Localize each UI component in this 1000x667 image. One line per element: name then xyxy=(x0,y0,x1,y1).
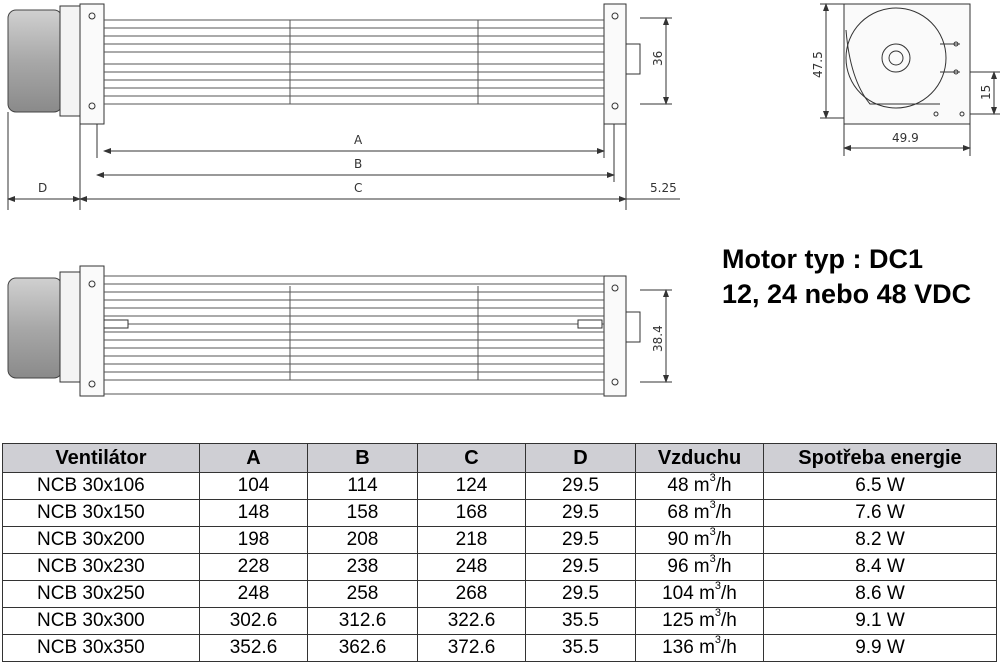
end-housing xyxy=(844,4,970,124)
cell-c: 124 xyxy=(418,473,526,500)
side-right-bracket xyxy=(604,276,626,396)
cell-model: NCB 30x150 xyxy=(3,500,200,527)
col-header-power: Spotřeba energie xyxy=(764,444,997,473)
cell-b: 312.6 xyxy=(308,608,418,635)
cell-b: 114 xyxy=(308,473,418,500)
dim-a: A xyxy=(354,133,363,147)
dim-end-width: 49.9 xyxy=(892,131,919,145)
col-header-c: C xyxy=(418,444,526,473)
cell-model: NCB 30x200 xyxy=(3,527,200,554)
cell-power: 8.4 W xyxy=(764,554,997,581)
dim-b: B xyxy=(354,157,363,171)
side-left-bracket xyxy=(80,266,104,396)
cell-a: 352.6 xyxy=(200,635,308,662)
cell-c: 168 xyxy=(418,500,526,527)
front-view xyxy=(8,4,680,210)
dim-height-side: 38.4 xyxy=(651,325,665,352)
cell-b: 258 xyxy=(308,581,418,608)
col-header-airflow: Vzduchu xyxy=(636,444,764,473)
cell-a: 148 xyxy=(200,500,308,527)
specs-table xyxy=(2,443,997,662)
cell-model: NCB 30x106 xyxy=(3,473,200,500)
dim-end-offset: 15 xyxy=(979,84,993,100)
motor-info xyxy=(722,242,971,312)
table-row xyxy=(3,473,997,500)
cell-c: 372.6 xyxy=(418,635,526,662)
cell-airflow: 104 $m^3/h$ xyxy=(636,581,764,608)
cell-airflow: 48 $m^3/h$ xyxy=(636,473,764,500)
cell-b: 238 xyxy=(308,554,418,581)
dim-d: D xyxy=(38,181,48,195)
cell-airflow: 68 $m^3/h$ xyxy=(636,500,764,527)
table-row xyxy=(3,554,997,581)
right-bracket xyxy=(604,4,626,124)
cell-a: 228 xyxy=(200,554,308,581)
cell-model: NCB 30x250 xyxy=(3,581,200,608)
cell-model: NCB 30x230 xyxy=(3,554,200,581)
cell-d: 29.5 xyxy=(526,473,636,500)
cell-a: 302.6 xyxy=(200,608,308,635)
side-motor-body xyxy=(8,278,62,378)
cell-b: 362.6 xyxy=(308,635,418,662)
cell-c: 248 xyxy=(418,554,526,581)
cell-c: 218 xyxy=(418,527,526,554)
cell-d: 35.5 xyxy=(526,635,636,662)
motor-voltage: 12, 24 nebo 48 VDC xyxy=(722,279,972,309)
col-header-b: B xyxy=(308,444,418,473)
col-header-d: D xyxy=(526,444,636,473)
motor-body xyxy=(8,10,62,112)
cell-a: 248 xyxy=(200,581,308,608)
cell-c: 322.6 xyxy=(418,608,526,635)
dim-height-front: 36 xyxy=(651,50,665,66)
motor-type: Motor typ : DC1 xyxy=(722,244,923,274)
col-header-fan: Ventilátor xyxy=(3,444,200,473)
cell-airflow: 96 $m^3/h$ xyxy=(636,554,764,581)
table-row xyxy=(3,500,997,527)
cell-d: 29.5 xyxy=(526,527,636,554)
left-bracket xyxy=(80,4,104,124)
col-header-a: A xyxy=(200,444,308,473)
table-header-row xyxy=(3,444,997,473)
cell-d: 35.5 xyxy=(526,608,636,635)
dim-offset: 5.25 xyxy=(650,181,677,195)
cell-c: 268 xyxy=(418,581,526,608)
cell-d: 29.5 xyxy=(526,500,636,527)
cell-a: 198 xyxy=(200,527,308,554)
table-row xyxy=(3,608,997,635)
table-row xyxy=(3,581,997,608)
dim-end-height: 47.5 xyxy=(811,51,825,78)
side-view xyxy=(8,266,672,396)
cell-power: 8.2 W xyxy=(764,527,997,554)
table-row xyxy=(3,527,997,554)
cell-airflow: 136 $m^3/h$ xyxy=(636,635,764,662)
cell-power: 9.1 W xyxy=(764,608,997,635)
cell-b: 208 xyxy=(308,527,418,554)
cell-power: 7.6 W xyxy=(764,500,997,527)
rotor-tube xyxy=(104,20,604,104)
cell-d: 29.5 xyxy=(526,554,636,581)
cell-power: 8.6 W xyxy=(764,581,997,608)
cell-power: 6.5 W xyxy=(764,473,997,500)
dim-c: C xyxy=(354,181,363,195)
cell-power: 9.9 W xyxy=(764,635,997,662)
table-row xyxy=(3,635,997,662)
cell-airflow: 125 $m^3/h$ xyxy=(636,608,764,635)
cell-a: 104 xyxy=(200,473,308,500)
cell-model: NCB 30x350 xyxy=(3,635,200,662)
cell-d: 29.5 xyxy=(526,581,636,608)
motor-cap xyxy=(60,6,80,116)
cell-model: NCB 30x300 xyxy=(3,608,200,635)
cell-b: 158 xyxy=(308,500,418,527)
cell-airflow: 90 $m^3/h$ xyxy=(636,527,764,554)
